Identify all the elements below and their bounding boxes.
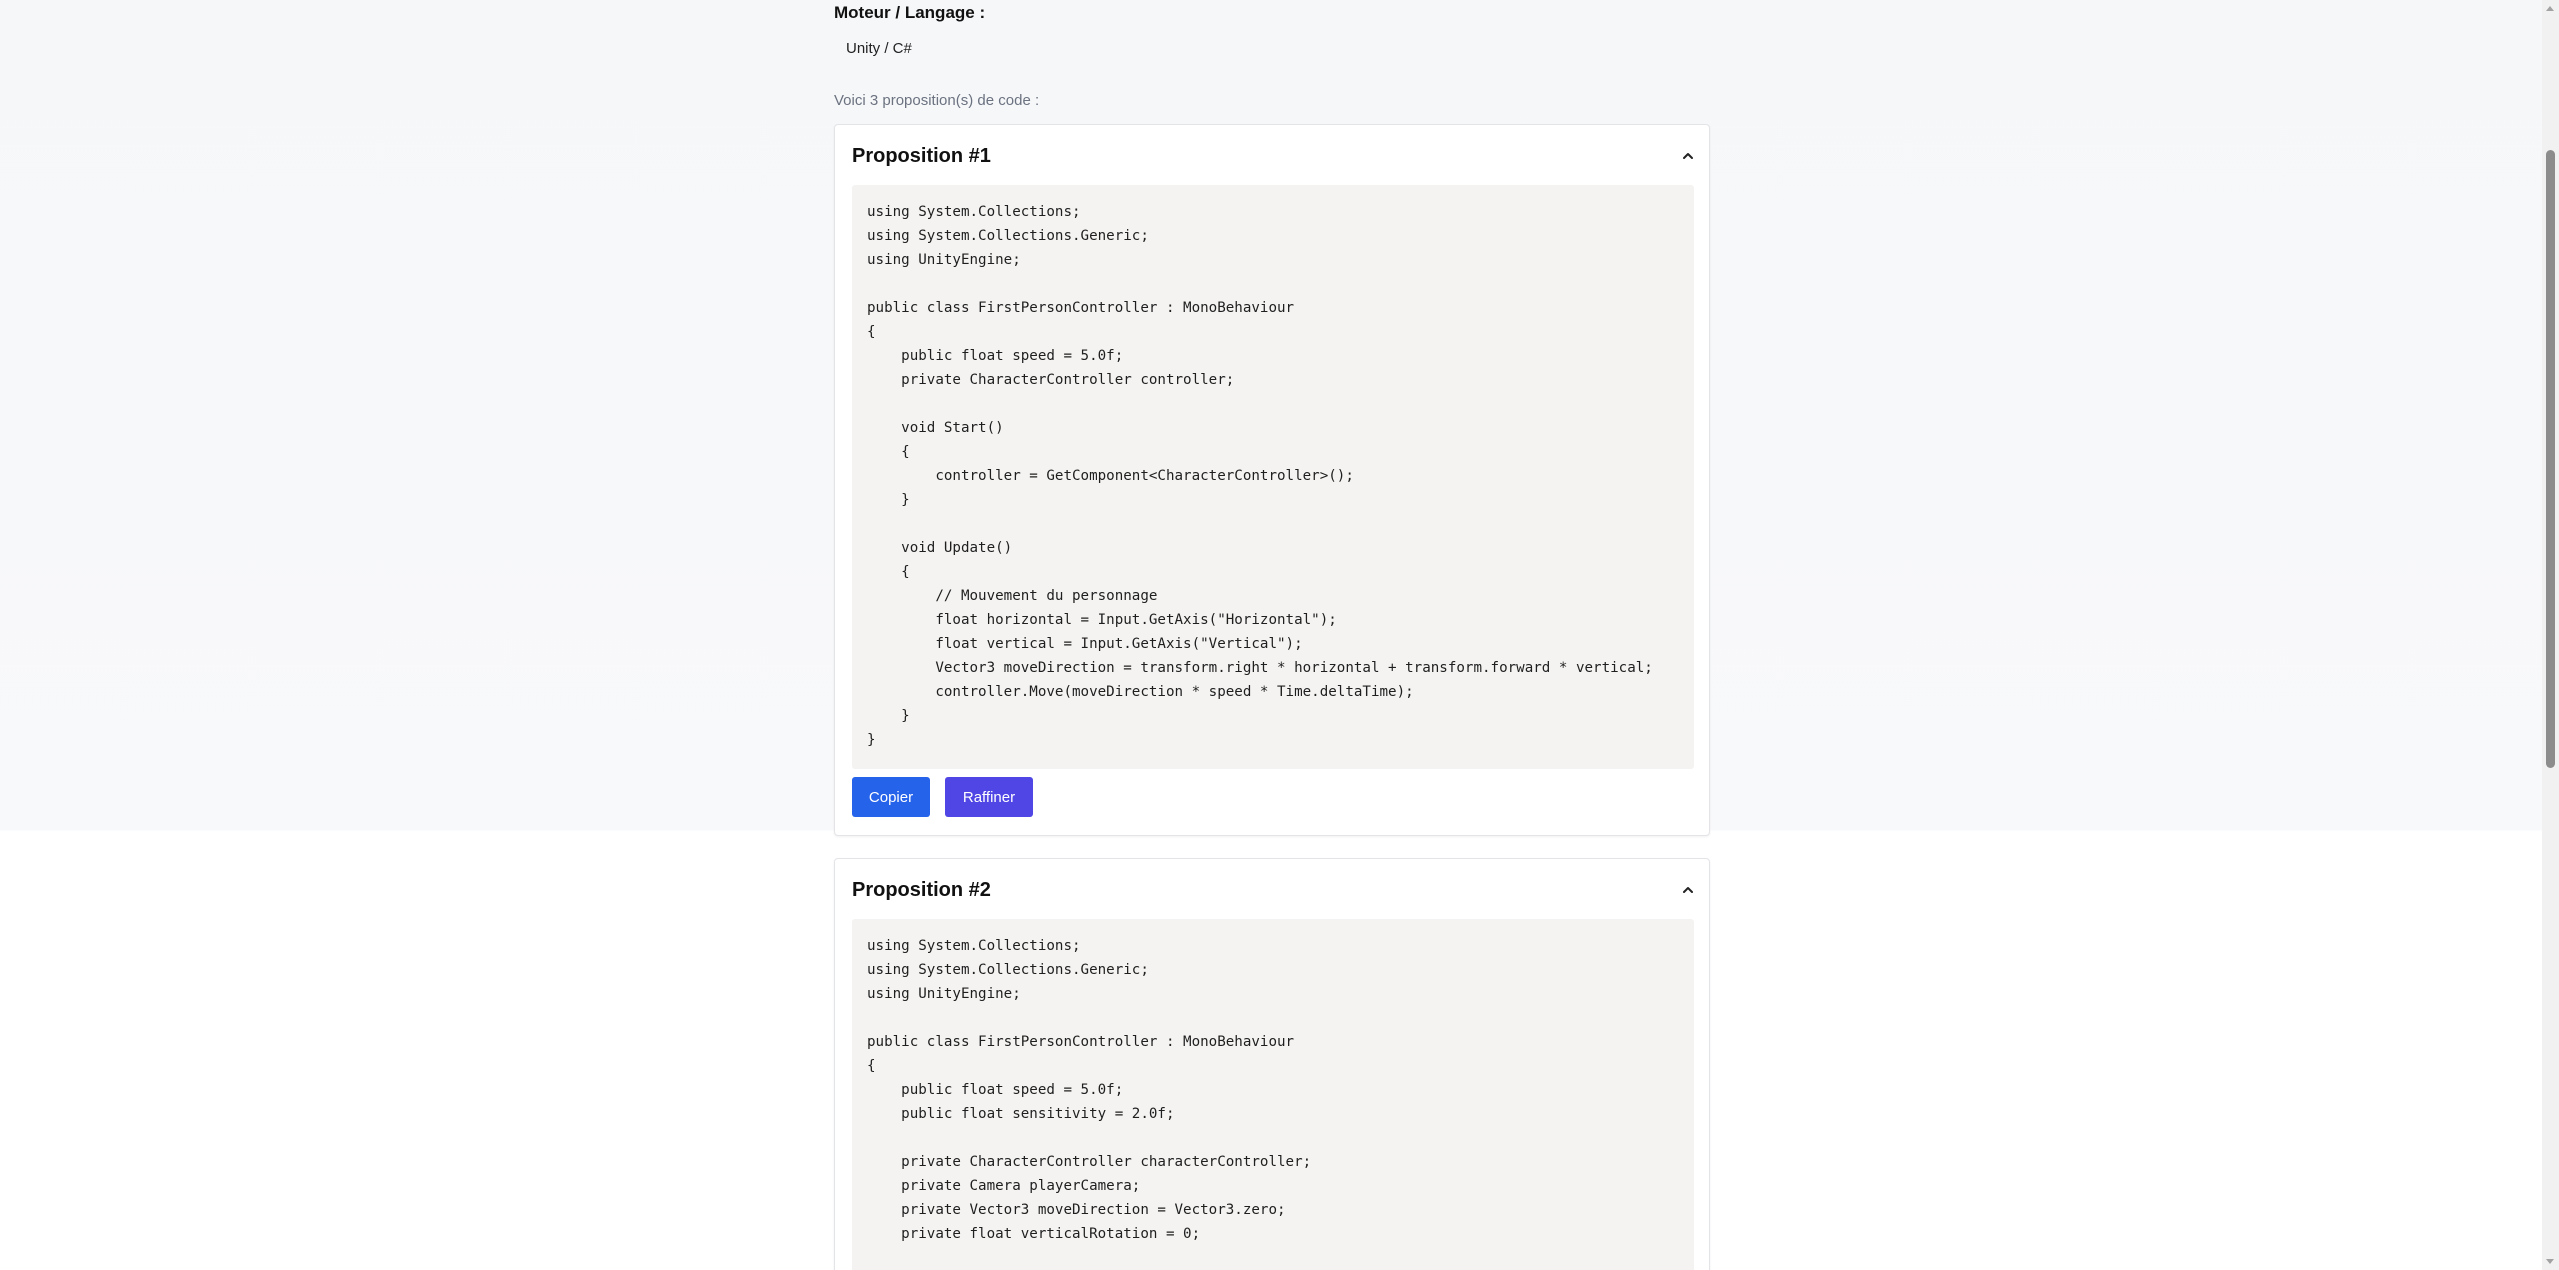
proposal-header-2[interactable]	[835, 859, 1709, 919]
results-intro: Voici 3 proposition(s) de code :	[834, 92, 1040, 109]
refine-button[interactable]: Raffiner	[945, 777, 1033, 817]
engine-label: Moteur / Langage :	[834, 3, 986, 22]
copy-button[interactable]: Copier	[852, 777, 930, 817]
proposal-title: Proposition #2	[852, 879, 991, 901]
scroll-thumb[interactable]	[2546, 150, 2555, 768]
proposal-header-1[interactable]	[835, 125, 1709, 185]
code-block: using System.Collections; using System.Collections.Generic; using UnityEngine; public class FirstPersonController : MonoBehaviour { public float speed = 5.0f; public float sensitivity = 2.0f; private CharacterController characterController; private Camera playerCamera; private Vector3 moveDirection = Vector3.zero; private float verticalRotation = 0;	[852, 919, 1694, 1270]
page-scrollbar[interactable]	[2542, 0, 2559, 1270]
engine-value: Unity / C#	[846, 40, 912, 57]
code-block: using System.Collections; using System.Collections.Generic; using UnityEngine; public class FirstPersonController : MonoBehaviour { public float speed = 5.0f; private CharacterController controller; void Start() { controller = GetComponent<CharacterController>(); } void Update() { // Mouvement du personnage float horizontal = Input.GetAxis("Horizontal"); float vertical = Input.GetAxis("Vertical"); Vector3 moveDirection = transform.right * horizontal + transform.forward * vertical; controller.Move(moveDirection * speed * Time.deltaTime); } }	[852, 185, 1694, 769]
proposal-title: Proposition #1	[852, 145, 991, 167]
scroll-down-icon[interactable]	[2546, 1259, 2554, 1264]
scroll-up-icon[interactable]	[2546, 6, 2554, 11]
proposal-card-1	[834, 124, 1710, 836]
chevron-up-icon[interactable]	[1681, 883, 1695, 897]
proposal-card-2	[834, 858, 1710, 1270]
chevron-up-icon[interactable]	[1681, 149, 1695, 163]
